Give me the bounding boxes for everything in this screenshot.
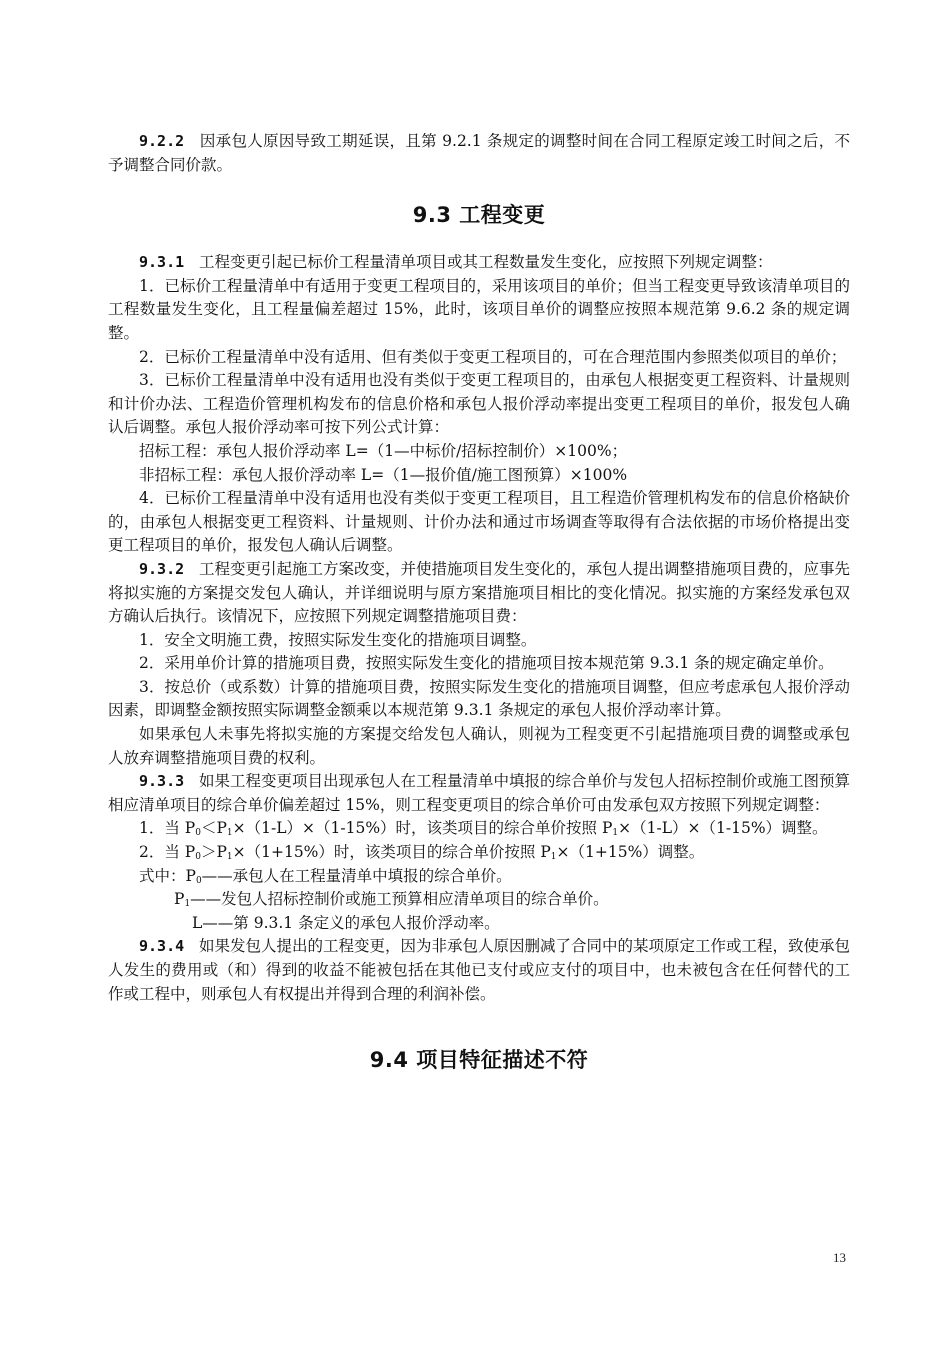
text-run: ×（1-L）×（1-15%）时，该类项目的综合单价按照 P bbox=[232, 819, 613, 838]
subscript: 1 bbox=[226, 852, 233, 863]
clause-9-2-2 bbox=[108, 130, 850, 177]
text-run: P bbox=[174, 890, 185, 909]
subscript: 1 bbox=[550, 852, 557, 863]
definition-line bbox=[108, 888, 850, 912]
clause-item: 2．采用单价计算的措施项目费，按照实际发生变化的措施项目按本规范第 9.3.1 条的规定确定单价。 bbox=[139, 654, 834, 673]
text-run: ×（1+15%）调整。 bbox=[556, 843, 705, 862]
clause-number: 9.3.1 bbox=[139, 253, 185, 272]
clause-text: 工程变更引起施工方案改变，并使措施项目发生变化的，承包人提出调整措施项目费的，应事先将拟实施的方案提交发包人确认，并详细说明与原方案措施项目相比的变化情况。拟实施的方案经发承包双方确认后执行。该情况下，应按照下列规定调整措施项目费： bbox=[108, 559, 851, 626]
clause-item: 1．已标价工程量清单中有适用于变更工程项目的，采用该项目的单价；但当工程变更导致该清单项目的工程数量发生变化，且工程量偏差超过 15%，此时，该项目单价的调整应按照本规范第 9.6.2 条的规定调整。 bbox=[108, 276, 850, 342]
subscript: 0 bbox=[195, 875, 202, 886]
clause-9-3-4 bbox=[108, 935, 850, 1006]
subscript: 1 bbox=[612, 828, 619, 839]
clause-item bbox=[108, 817, 850, 841]
subscript: 0 bbox=[195, 828, 201, 839]
section-heading-9-4: 9.4 项目特征描述不符 bbox=[369, 1048, 589, 1073]
text-run: ×（1-L）×（1-15%）调整。 bbox=[618, 819, 828, 838]
clause-text: 工程变更引起已标价工程量清单项目或其工程数量发生变化，应按照下列规定调整： bbox=[198, 253, 773, 272]
clause-text: 如果发包人提出的工程变更，因为非承包人原因删减了合同中的某项原定工作或工程，致使承包人发生的费用或（和）得到的收益不能被包括在其他已支付或应支付的项目中，也未被包含在任何替代的工作或工程中，则承包人有权提出并得到合理的利润补偿。 bbox=[108, 937, 851, 1003]
formula-line: 招标工程：承包人报价浮动率 L=（1—中标价/招标控制价）×100%； bbox=[139, 441, 628, 460]
formula-line: 非招标工程：承包人报价浮动率 L=（1—报价值/施工图预算）×100% bbox=[139, 465, 628, 484]
clause-item: 4．已标价工程量清单中没有适用也没有类似于变更工程项目，且工程造价管理机构发布的信息价格缺价的，由承包人根据变更工程资料、计量规则、计价办法和通过市场调查等取得有合法依据的市场价格提出变更工程项目的单价，报发包人确认后调整。 bbox=[108, 489, 850, 555]
text-run: ＜P bbox=[200, 819, 227, 838]
text-run: ——承包人在工程量清单中填报的综合单价。 bbox=[201, 866, 512, 885]
clause-text: 因承包人原因导致工期延误，且第 9.2.1 条规定的调整时间在合同工程原定竣工时间之后，不予调整合同价款。 bbox=[108, 132, 851, 174]
subscript: 1 bbox=[184, 899, 191, 910]
clause-item bbox=[108, 841, 850, 865]
page-number: 13 bbox=[833, 1250, 846, 1265]
clause-9-3-2 bbox=[108, 558, 850, 629]
clause-item: 2．已标价工程量清单中没有适用、但有类似于变更工程项目的，可在合理范围内参照类似项目的单价； bbox=[139, 347, 847, 366]
subscript: 0 bbox=[195, 852, 201, 863]
clause-number: 9.3.2 bbox=[139, 559, 185, 578]
text-run: ＞P bbox=[200, 843, 227, 862]
text-run: 式中：P bbox=[139, 866, 196, 885]
clause-item: 3．按总价（或系数）计算的措施项目费，按照实际发生变化的措施项目调整，但应考虑承包人报价浮动因素，即调整金额按照实际调整金额乘以本规范第 9.3.1 条规定的承包人报价浮动率计算。 bbox=[108, 677, 850, 720]
text-run: ×（1+15%）时，该类项目的综合单价按照 P bbox=[232, 843, 551, 862]
clause-number: 9.3.4 bbox=[139, 937, 185, 956]
clause-9-3-3 bbox=[108, 770, 850, 817]
clause-number: 9.2.2 bbox=[139, 132, 185, 150]
text-run: 1．当 P bbox=[139, 819, 196, 838]
clause-item: 3．已标价工程量清单中没有适用也没有类似于变更工程项目的，由承包人根据变更工程资料、计量规则和计价办法、工程造价管理机构发布的信息价格和承包人报价浮动率提出变更工程项目的单价，报发包人确认后调整。承包人报价浮动率可按下列公式计算： bbox=[108, 371, 850, 437]
clause-note: 如果承包人未事先将拟实施的方案提交给发包人确认，则视为工程变更不引起措施项目费的调整或承包人放弃调整措施项目费的权利。 bbox=[108, 725, 850, 767]
page-content bbox=[108, 130, 850, 1074]
clause-9-3-1 bbox=[108, 251, 850, 275]
text-run: 2．当 P bbox=[139, 843, 196, 862]
definition-line bbox=[108, 865, 850, 889]
clause-item: 1．安全文明施工费，按照实际发生变化的措施项目调整。 bbox=[139, 630, 537, 649]
subscript: 1 bbox=[226, 828, 233, 839]
text-run: ——发包人招标控制价或施工预算相应清单项目的综合单价。 bbox=[190, 890, 609, 909]
clause-number: 9.3.3 bbox=[139, 772, 185, 791]
definition-line: L——第 9.3.1 条定义的承包人报价浮动率。 bbox=[192, 913, 500, 932]
section-heading-9-3: 9.3 工程变更 bbox=[412, 203, 546, 228]
clause-text: 如果工程变更项目出现承包人在工程量清单中填报的综合单价与发包人招标控制价或施工图预算相应清单项目的综合单价偏差超过 15%，则工程变更项目的综合单价可由发承包双方按照下列规定调整： bbox=[108, 772, 851, 814]
